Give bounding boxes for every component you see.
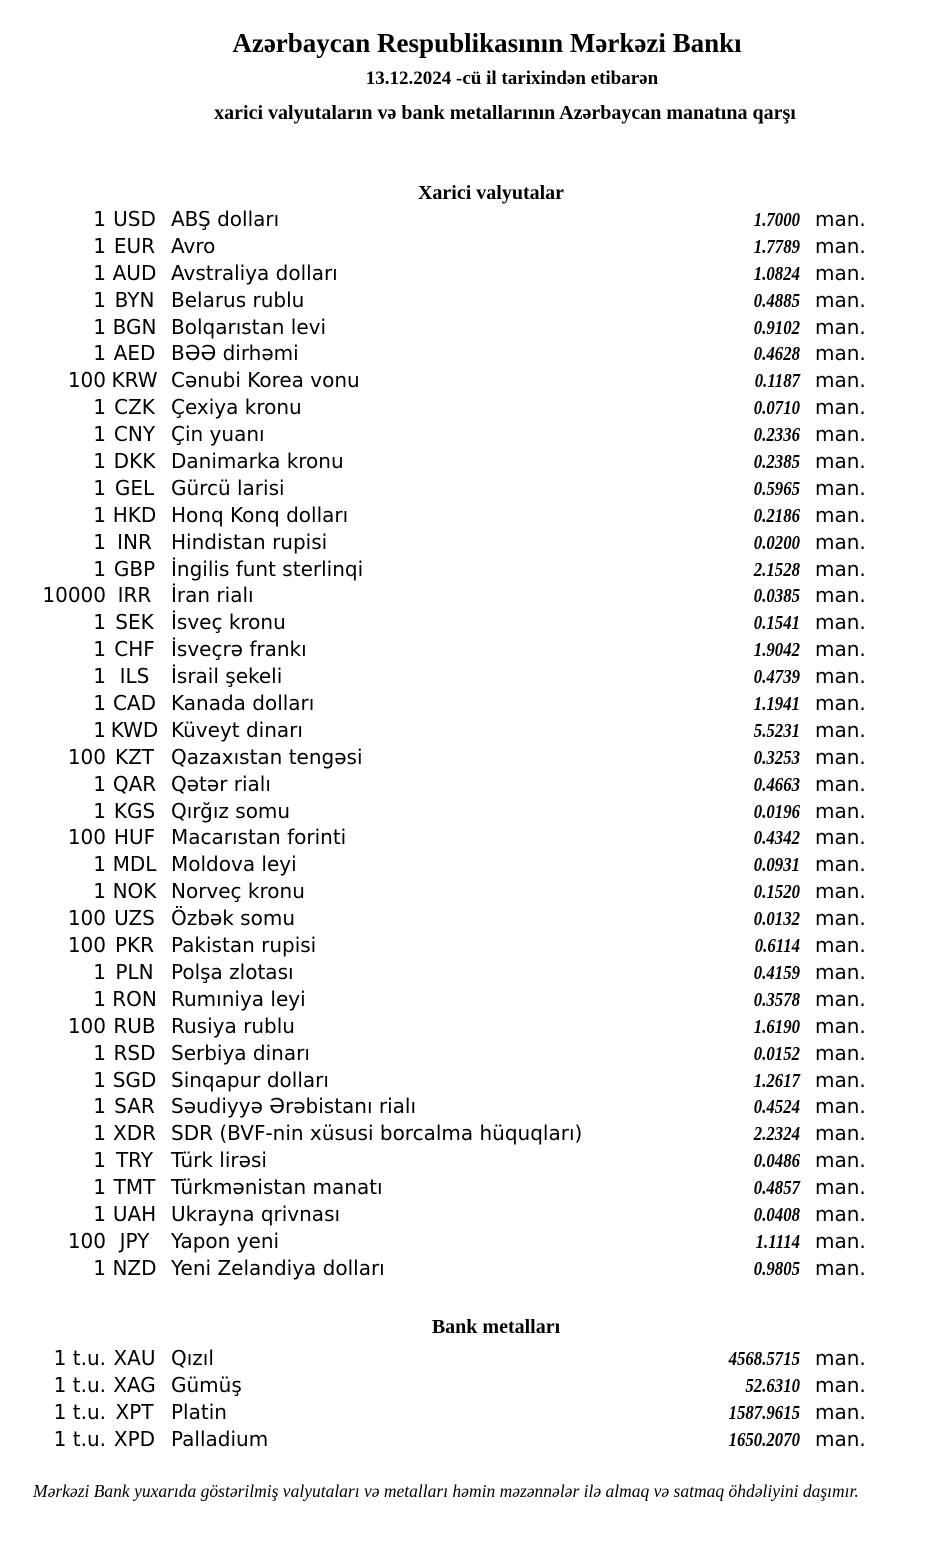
currency-unit-cell: man. bbox=[815, 852, 866, 877]
currency-unit-cell: man. bbox=[815, 986, 866, 1011]
rate-value-cell: 4568.5715 bbox=[728, 1348, 800, 1370]
currencies-section-title: Xarici valyutalar bbox=[417, 182, 565, 204]
quantity-cell: 1 bbox=[93, 610, 106, 635]
rate-value-cell: 0.0486 bbox=[753, 1150, 800, 1173]
effective-date-line: 13.12.2024 -cü il tarixindən etibarən bbox=[365, 68, 659, 89]
code-cell: SEK bbox=[115, 610, 154, 635]
rate-value-cell: 0.1520 bbox=[753, 881, 800, 904]
quantity-cell: 1 bbox=[93, 637, 106, 662]
rate-value-cell: 0.0710 bbox=[753, 397, 800, 420]
name-cell: Kanada dolları bbox=[171, 691, 315, 716]
name-cell: Serbiya dinarı bbox=[171, 1040, 310, 1065]
rate-value-cell: 1.7000 bbox=[753, 209, 800, 231]
name-cell: Belarus rublu bbox=[171, 287, 305, 312]
quantity-cell: 1 bbox=[93, 502, 106, 527]
rate-value-cell: 0.5965 bbox=[753, 477, 800, 500]
currency-rate-row bbox=[0, 448, 864, 475]
code-cell: CZK bbox=[114, 395, 155, 420]
rate-value-cell: 1650.2070 bbox=[728, 1428, 800, 1451]
currency-rate-row bbox=[0, 394, 864, 421]
currency-rate-row bbox=[0, 1093, 864, 1120]
currency-rate-row bbox=[0, 905, 864, 932]
quantity-cell: 100 bbox=[67, 744, 106, 769]
currency-unit-cell: man. bbox=[815, 1013, 866, 1038]
quantity-cell: 10000 bbox=[42, 583, 106, 608]
name-cell: Rusiya rublu bbox=[171, 1013, 295, 1038]
name-cell: Türk lirəsi bbox=[171, 1148, 267, 1173]
name-cell: SDR (BVF-nin xüsusi borcalma hüquqları) bbox=[171, 1121, 583, 1146]
rate-value-cell: 0.4739 bbox=[753, 666, 800, 689]
code-cell: GBP bbox=[113, 556, 156, 581]
code-cell: XAG bbox=[113, 1372, 156, 1397]
quantity-cell: 1 bbox=[93, 1121, 106, 1146]
currency-unit-cell: man. bbox=[815, 664, 866, 689]
currency-rate-row bbox=[0, 986, 864, 1013]
code-cell: CAD bbox=[112, 691, 157, 716]
quantity-cell: 1 bbox=[93, 1255, 106, 1280]
name-cell: Qızıl bbox=[171, 1346, 214, 1370]
code-cell: CNY bbox=[113, 422, 156, 447]
quantity-cell: 1 bbox=[93, 1148, 106, 1173]
currency-rate-row bbox=[0, 636, 864, 663]
quantity-cell: 1 bbox=[93, 207, 106, 231]
code-cell: RUB bbox=[113, 1013, 156, 1038]
rate-value-cell: 0.4885 bbox=[753, 289, 800, 312]
quantity-cell: 1 bbox=[93, 422, 106, 447]
code-cell: KZT bbox=[114, 744, 155, 769]
quantity-cell: 1 bbox=[93, 341, 106, 366]
quantity-cell: 1 bbox=[93, 475, 106, 500]
currency-rate-row bbox=[0, 233, 864, 260]
currency-unit-cell: man. bbox=[815, 933, 866, 958]
name-cell: Rumıniya leyi bbox=[171, 986, 306, 1011]
rate-value-cell: 52.6310 bbox=[745, 1374, 800, 1397]
name-cell: Bolqarıstan levi bbox=[171, 314, 327, 339]
code-cell: BGN bbox=[112, 314, 157, 339]
code-cell: PLN bbox=[115, 959, 154, 984]
name-cell: İsveçrə frankı bbox=[171, 637, 307, 662]
quantity-cell: 1 bbox=[93, 1175, 106, 1200]
code-cell: UAH bbox=[112, 1201, 157, 1226]
currency-unit-cell: man. bbox=[815, 1228, 866, 1253]
rate-value-cell: 0.2336 bbox=[753, 424, 800, 447]
rate-value-cell: 0.0385 bbox=[753, 585, 800, 608]
currency-rate-row bbox=[0, 744, 864, 771]
name-cell: Pakistan rupisi bbox=[171, 933, 317, 958]
currency-unit-cell: man. bbox=[815, 556, 866, 581]
rate-value-cell: 0.0196 bbox=[753, 800, 800, 823]
currency-unit-cell: man. bbox=[815, 368, 866, 393]
rate-value-cell: 0.4342 bbox=[753, 827, 800, 850]
currency-unit-cell: man. bbox=[815, 395, 866, 420]
code-cell: GEL bbox=[114, 475, 155, 500]
rate-value-cell: 0.1541 bbox=[753, 612, 800, 635]
quantity-cell: 1 bbox=[93, 529, 106, 554]
currency-rate-row bbox=[0, 314, 864, 341]
code-cell: ILS bbox=[119, 664, 150, 689]
quantity-cell: 1 bbox=[93, 1201, 106, 1226]
name-cell: İsveç kronu bbox=[171, 610, 286, 635]
name-cell: Hindistan rupisi bbox=[171, 529, 328, 554]
rate-value-cell: 1.1114 bbox=[755, 1230, 800, 1253]
document-title: Azərbaycan Respublikasının Mərkəzi Bankı bbox=[232, 28, 742, 58]
quantity-cell: 100 bbox=[67, 906, 106, 931]
currency-rate-row bbox=[0, 1201, 864, 1228]
rate-value-cell: 1.6190 bbox=[753, 1015, 800, 1038]
quantity-cell: 1 bbox=[93, 717, 106, 742]
currency-rate-row bbox=[0, 717, 864, 744]
currency-rate-row bbox=[0, 287, 864, 314]
currency-unit-cell: man. bbox=[815, 207, 866, 231]
code-cell: HKD bbox=[112, 502, 157, 527]
currency-rate-row bbox=[0, 1147, 864, 1174]
name-cell: Danimarka kronu bbox=[171, 449, 344, 474]
name-cell: Özbək somu bbox=[171, 906, 295, 931]
code-cell: TMT bbox=[113, 1175, 156, 1200]
name-cell: ABŞ dolları bbox=[171, 207, 280, 231]
quantity-cell: 1 bbox=[93, 771, 106, 796]
currency-unit-cell: man. bbox=[815, 1121, 866, 1146]
quantity-cell: 1 bbox=[93, 852, 106, 877]
name-cell: Küveyt dinarı bbox=[171, 717, 303, 742]
currency-unit-cell: man. bbox=[815, 260, 866, 285]
rate-value-cell: 0.3578 bbox=[753, 988, 800, 1011]
code-cell: CHF bbox=[114, 637, 155, 662]
quantity-cell: 1 bbox=[93, 260, 106, 285]
currency-unit-cell: man. bbox=[815, 798, 866, 823]
currency-unit-cell: man. bbox=[815, 1372, 866, 1397]
metal-rate-row bbox=[0, 1426, 864, 1453]
name-cell: Sinqapur dolları bbox=[171, 1067, 329, 1092]
rate-value-cell: 0.3253 bbox=[753, 746, 800, 769]
code-cell: TRY bbox=[115, 1148, 154, 1173]
metal-rate-row bbox=[0, 1345, 864, 1372]
rate-value-cell: 0.0152 bbox=[753, 1042, 800, 1065]
currency-rate-row bbox=[0, 502, 864, 529]
currency-unit-cell: man. bbox=[815, 879, 866, 904]
code-cell: UZS bbox=[114, 906, 155, 931]
quantity-cell: 1 bbox=[93, 1094, 106, 1119]
currency-rate-row bbox=[0, 529, 864, 556]
code-cell: SGD bbox=[112, 1067, 157, 1092]
currency-unit-cell: man. bbox=[815, 691, 866, 716]
rate-value-cell: 0.0408 bbox=[753, 1203, 800, 1226]
name-cell: Platin bbox=[171, 1399, 227, 1424]
rate-value-cell: 0.4524 bbox=[753, 1096, 800, 1119]
name-cell: Ukrayna qrivnası bbox=[171, 1201, 341, 1226]
currency-unit-cell: man. bbox=[815, 1148, 866, 1173]
currency-rate-row bbox=[0, 340, 864, 367]
name-cell: Avstraliya dolları bbox=[171, 260, 338, 285]
currency-unit-cell: man. bbox=[815, 744, 866, 769]
currency-unit-cell: man. bbox=[815, 825, 866, 850]
currency-unit-cell: man. bbox=[815, 1201, 866, 1226]
name-cell: Polşa zlotası bbox=[171, 959, 294, 984]
code-cell: AUD bbox=[112, 260, 157, 285]
code-cell: KGS bbox=[113, 798, 156, 823]
currency-rate-row bbox=[0, 690, 864, 717]
name-cell: Qətər rialı bbox=[171, 771, 271, 796]
rate-value-cell: 1.2617 bbox=[753, 1069, 800, 1092]
rate-value-cell: 0.4159 bbox=[753, 961, 800, 984]
rate-value-cell: 1.7789 bbox=[753, 235, 800, 258]
currency-rate-row bbox=[0, 475, 864, 502]
quantity-cell: 100 bbox=[67, 368, 106, 393]
quantity-cell: 1 bbox=[93, 1067, 106, 1092]
quantity-cell: 1 t.u. bbox=[53, 1399, 106, 1424]
name-cell: Moldova leyi bbox=[171, 852, 297, 877]
code-cell: USD bbox=[113, 207, 156, 231]
code-cell: INR bbox=[117, 529, 152, 554]
currency-unit-cell: man. bbox=[815, 771, 866, 796]
currency-rate-row bbox=[0, 851, 864, 878]
currency-unit-cell: man. bbox=[815, 314, 866, 339]
metal-rate-row bbox=[0, 1399, 864, 1426]
rate-value-cell: 1587.9615 bbox=[728, 1401, 800, 1424]
metals-section-title: Bank metalları bbox=[431, 1316, 561, 1338]
code-cell: AED bbox=[113, 341, 156, 366]
rate-value-cell: 1.1941 bbox=[753, 693, 800, 716]
currency-rate-row bbox=[0, 824, 864, 851]
code-cell: RSD bbox=[113, 1040, 156, 1065]
rate-value-cell: 0.4857 bbox=[753, 1177, 800, 1200]
name-cell: İngilis funt sterlinqi bbox=[171, 556, 364, 581]
name-cell: Çexiya kronu bbox=[171, 395, 302, 420]
code-cell: JPY bbox=[119, 1228, 150, 1253]
code-cell: HUF bbox=[113, 825, 156, 850]
quantity-cell: 100 bbox=[67, 825, 106, 850]
name-cell: BƏƏ dirhəmi bbox=[171, 341, 299, 366]
name-cell: Cənubi Korea vonu bbox=[171, 368, 360, 393]
currency-rate-row bbox=[0, 1228, 864, 1255]
currency-unit-cell: man. bbox=[815, 1426, 866, 1451]
name-cell: Qırğız somu bbox=[171, 798, 291, 823]
code-cell: MDL bbox=[112, 852, 157, 877]
currency-rate-row bbox=[0, 1120, 864, 1147]
currency-rate-row bbox=[0, 367, 864, 394]
currency-unit-cell: man. bbox=[815, 1067, 866, 1092]
quantity-cell: 1 bbox=[93, 798, 106, 823]
currency-rate-row bbox=[0, 663, 864, 690]
rate-value-cell: 0.0132 bbox=[753, 908, 800, 931]
currency-unit-cell: man. bbox=[815, 906, 866, 931]
currency-unit-cell: man. bbox=[815, 1346, 866, 1370]
rate-value-cell: 0.4628 bbox=[753, 343, 800, 366]
code-cell: XDR bbox=[113, 1121, 156, 1146]
quantity-cell: 1 bbox=[93, 959, 106, 984]
currency-rate-row bbox=[0, 609, 864, 636]
currency-rate-row bbox=[0, 932, 864, 959]
code-cell: PKR bbox=[114, 933, 155, 958]
currency-rate-row bbox=[0, 798, 864, 825]
currency-rate-row bbox=[0, 206, 864, 233]
rate-value-cell: 0.6114 bbox=[754, 935, 800, 958]
quantity-cell: 100 bbox=[67, 933, 106, 958]
rate-value-cell: 0.0931 bbox=[753, 854, 800, 877]
name-cell: Türkmənistan manatı bbox=[171, 1175, 383, 1200]
currency-rate-row bbox=[0, 1255, 864, 1282]
rate-value-cell: 5.5231 bbox=[753, 719, 800, 742]
rate-value-cell: 2.2324 bbox=[753, 1123, 800, 1146]
code-cell: IRR bbox=[117, 583, 152, 608]
rate-value-cell: 0.1187 bbox=[754, 370, 800, 393]
currency-unit-cell: man. bbox=[815, 637, 866, 662]
currency-unit-cell: man. bbox=[815, 502, 866, 527]
code-cell: DKK bbox=[113, 449, 156, 474]
name-cell: Honq Konq dolları bbox=[171, 502, 349, 527]
currency-unit-cell: man. bbox=[815, 583, 866, 608]
currency-unit-cell: man. bbox=[815, 1255, 866, 1280]
currency-rate-row bbox=[0, 959, 864, 986]
currency-rates-table bbox=[0, 206, 864, 1282]
rate-value-cell: 1.0824 bbox=[753, 262, 800, 285]
name-cell: İran rialı bbox=[171, 583, 254, 608]
currency-unit-cell: man. bbox=[815, 1040, 866, 1065]
currency-rate-row bbox=[0, 878, 864, 905]
quantity-cell: 1 bbox=[93, 879, 106, 904]
document-subtitle: xarici valyutaların və bank metallarının Azərbaycan manatına qarşı bbox=[214, 102, 796, 124]
metal-rates-table bbox=[0, 1345, 864, 1453]
rate-value-cell: 0.9102 bbox=[753, 316, 800, 339]
rate-value-cell: 0.4663 bbox=[753, 773, 800, 796]
code-cell: RON bbox=[112, 986, 157, 1011]
disclaimer-note: Mərkəzi Bank yuxarıda göstərilmiş valyutaları və metalları həmin məzənnələr ilə almaq və satmaq öhdəliyini daşımır. bbox=[33, 1481, 859, 1501]
rate-value-cell: 0.9805 bbox=[753, 1257, 800, 1280]
rate-value-cell: 0.2186 bbox=[753, 504, 800, 527]
currency-unit-cell: man. bbox=[815, 1175, 866, 1200]
currency-rate-row bbox=[0, 421, 864, 448]
rate-value-cell: 0.0200 bbox=[753, 531, 800, 554]
currency-rate-row bbox=[0, 556, 864, 583]
currency-unit-cell: man. bbox=[815, 610, 866, 635]
quantity-cell: 1 bbox=[93, 233, 106, 258]
currency-unit-cell: man. bbox=[815, 959, 866, 984]
name-cell: Gürcü larisi bbox=[171, 475, 285, 500]
currency-unit-cell: man. bbox=[815, 233, 866, 258]
name-cell: İsrail şekeli bbox=[171, 664, 283, 689]
quantity-cell: 1 t.u. bbox=[53, 1426, 106, 1451]
name-cell: Macarıstan forinti bbox=[171, 825, 347, 850]
code-cell: NOK bbox=[112, 879, 157, 904]
quantity-cell: 1 bbox=[93, 1040, 106, 1065]
quantity-cell: 1 bbox=[93, 986, 106, 1011]
code-cell: XPT bbox=[115, 1399, 154, 1424]
name-cell: Çin yuanı bbox=[171, 422, 265, 447]
quantity-cell: 100 bbox=[67, 1228, 106, 1253]
quantity-cell: 1 bbox=[93, 287, 106, 312]
code-cell: KRW bbox=[111, 368, 158, 393]
currency-unit-cell: man. bbox=[815, 449, 866, 474]
currency-unit-cell: man. bbox=[815, 1399, 866, 1424]
code-cell: SAR bbox=[114, 1094, 155, 1119]
name-cell: Palladium bbox=[171, 1426, 269, 1451]
currency-rate-row bbox=[0, 1013, 864, 1040]
metal-rate-row bbox=[0, 1372, 864, 1399]
currency-unit-cell: man. bbox=[815, 422, 866, 447]
quantity-cell: 1 t.u. bbox=[53, 1346, 106, 1370]
name-cell: Avro bbox=[171, 233, 216, 258]
quantity-cell: 1 bbox=[93, 556, 106, 581]
name-cell: Yapon yeni bbox=[171, 1228, 280, 1253]
currency-unit-cell: man. bbox=[815, 1094, 866, 1119]
currency-rate-row bbox=[0, 260, 864, 287]
rate-value-cell: 1.9042 bbox=[753, 639, 800, 662]
code-cell: QAR bbox=[112, 771, 157, 796]
quantity-cell: 1 bbox=[93, 449, 106, 474]
name-cell: Norveç kronu bbox=[171, 879, 305, 904]
code-cell: EUR bbox=[113, 233, 156, 258]
quantity-cell: 100 bbox=[67, 1013, 106, 1038]
code-cell: BYN bbox=[114, 287, 155, 312]
currency-unit-cell: man. bbox=[815, 529, 866, 554]
name-cell: Qazaxıstan tengəsi bbox=[171, 744, 363, 769]
code-cell: KWD bbox=[110, 717, 159, 742]
rate-value-cell: 0.2385 bbox=[753, 451, 800, 474]
quantity-cell: 1 t.u. bbox=[53, 1372, 106, 1397]
currency-unit-cell: man. bbox=[815, 717, 866, 742]
name-cell: Gümüş bbox=[171, 1372, 242, 1397]
code-cell: XPD bbox=[113, 1426, 156, 1451]
name-cell: Səudiyyə Ərəbistanı rialı bbox=[171, 1094, 417, 1119]
quantity-cell: 1 bbox=[93, 664, 106, 689]
name-cell: Yeni Zelandiya dolları bbox=[171, 1255, 385, 1280]
rate-value-cell: 2.1528 bbox=[753, 558, 800, 581]
currency-rate-row bbox=[0, 582, 864, 609]
currency-rate-row bbox=[0, 1040, 864, 1067]
currency-unit-cell: man. bbox=[815, 287, 866, 312]
quantity-cell: 1 bbox=[93, 314, 106, 339]
currency-unit-cell: man. bbox=[815, 341, 866, 366]
quantity-cell: 1 bbox=[93, 691, 106, 716]
quantity-cell: 1 bbox=[93, 395, 106, 420]
code-cell: NZD bbox=[112, 1255, 157, 1280]
currency-rate-row bbox=[0, 1067, 864, 1094]
currency-rate-row bbox=[0, 1174, 864, 1201]
currency-unit-cell: man. bbox=[815, 475, 866, 500]
currency-rate-row bbox=[0, 771, 864, 798]
code-cell: XAU bbox=[113, 1346, 156, 1370]
